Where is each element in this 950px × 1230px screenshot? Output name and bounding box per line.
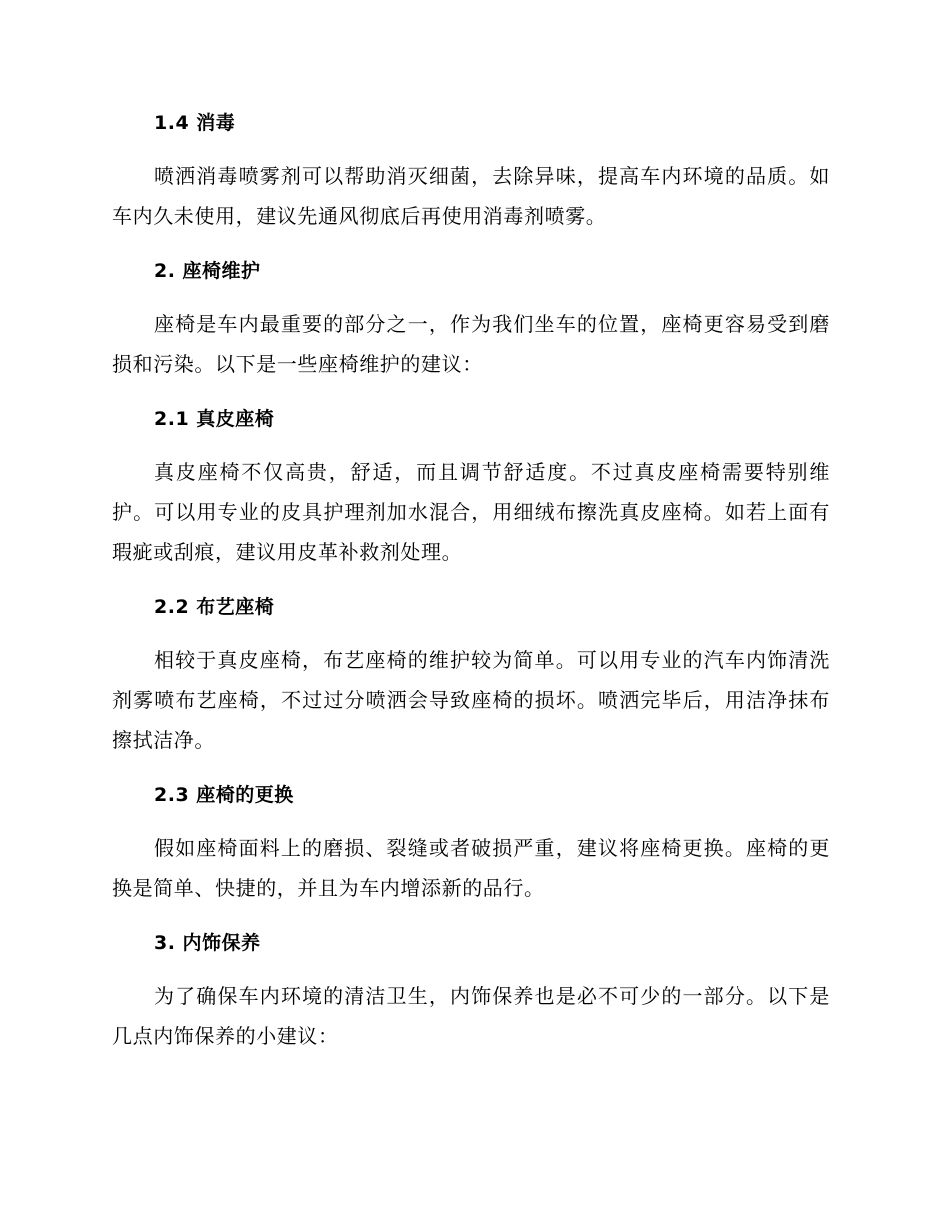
section-paragraph-leather-seats: 真皮座椅不仅高贵，舒适，而且调节舒适度。不过真皮座椅需要特别维护。可以用专业的皮具护理剂加水混合，用细绒布擦洗真皮座椅。如若上面有瑕疵或刮痕，建议用皮革补救剂处理。	[112, 460, 830, 564]
section-heading-seat-maintenance: 2. 座椅维护	[154, 260, 261, 282]
section-heading-seat-replacement: 2.3 座椅的更换	[154, 784, 294, 806]
section-paragraph-seat-replacement: 假如座椅面料上的磨损、裂缝或者破损严重，建议将座椅更换。座椅的更换是简单、快捷的，并且为车内增添新的品行。	[112, 836, 830, 900]
document-page	[112, 108, 830, 1076]
section-heading-interior-care: 3. 内饰保养	[154, 932, 261, 954]
section-heading-fabric-seats: 2.2 布艺座椅	[154, 596, 275, 618]
section-paragraph-fabric-seats: 相较于真皮座椅，布艺座椅的维护较为简单。可以用专业的汽车内饰清洗剂雾喷布艺座椅，不过过分喷洒会导致座椅的损坏。喷洒完毕后，用洁净抹布擦拭洁净。	[112, 648, 830, 752]
section-heading-leather-seats: 2.1 真皮座椅	[154, 408, 275, 430]
section-heading-disinfection: 1.4 消毒	[154, 112, 236, 134]
section-paragraph-interior-care: 为了确保车内环境的清洁卫生，内饰保养也是必不可少的一部分。以下是几点内饰保养的小建议：	[112, 984, 830, 1048]
section-paragraph-disinfection: 喷洒消毒喷雾剂可以帮助消灭细菌，去除异味，提高车内环境的品质。如车内久未使用，建议先通风彻底后再使用消毒剂喷雾。	[112, 164, 830, 228]
section-paragraph-seat-maintenance: 座椅是车内最重要的部分之一，作为我们坐车的位置，座椅更容易受到磨损和污染。以下是一些座椅维护的建议：	[112, 312, 830, 376]
